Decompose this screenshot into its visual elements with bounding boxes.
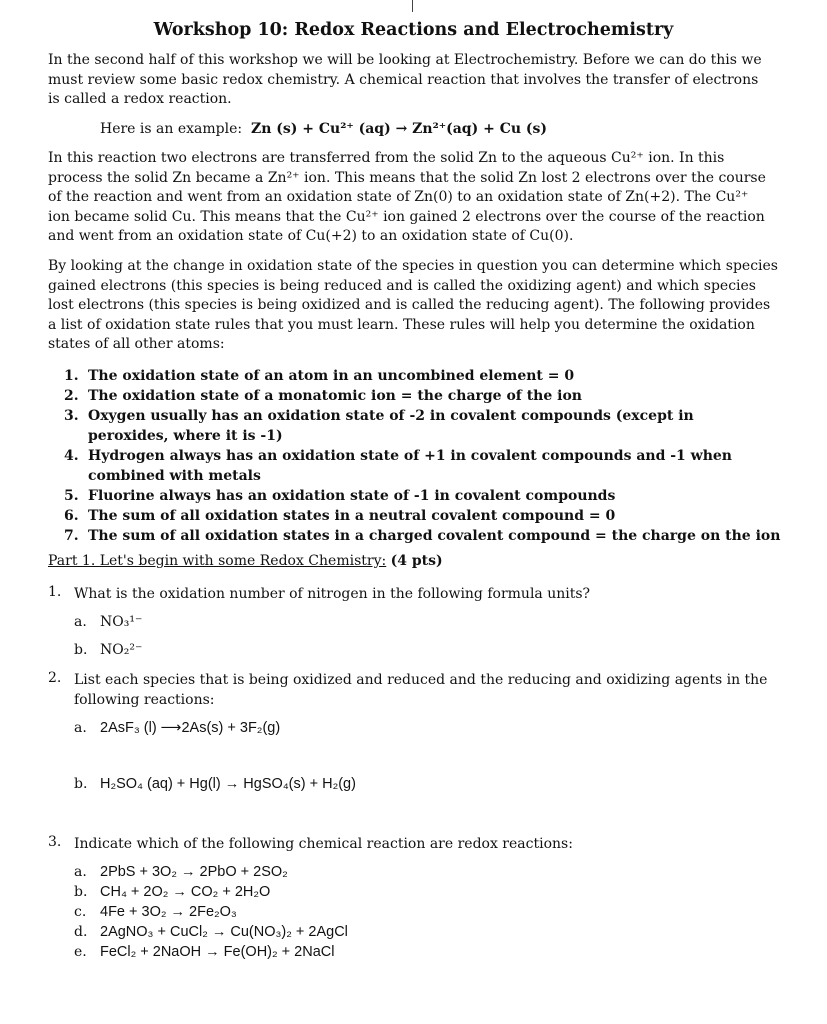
question-1 [48,584,590,604]
item-label: b. [74,642,88,658]
item-label: b. [74,776,88,792]
rule-number: 5. [64,488,79,504]
paragraph-line: By looking at the change in oxidation state of the species in question you can determine which species [48,258,778,274]
item-label: a. [74,864,87,880]
explanation-line: ion became solid Cu. This means that the Cu²⁺ ion gained 2 electrons over the course of the reaction [48,208,765,225]
item-label: e. [74,944,87,960]
item-equation: H₂SO₄ (aq) + Hg(l) → HgSO₄(s) + H₂(g) [100,776,356,792]
question-3-item-d [74,924,348,940]
rule-text: Oxygen usually has an oxidation state of -2 in covalent compounds (except in [88,408,694,424]
oxidation-state-paragraph [48,257,780,355]
question-number: 3. [48,834,62,850]
item-label: c. [74,904,87,920]
item-equation: CH₄ + 2O₂ → CO₂ + 2H₂O [100,884,271,900]
item-equation: 2AsF₃ (l) ⟶2As(s) + 3F₂(g) [100,720,281,736]
paragraph-line: gained electrons (this species is being reduced and is called the oxidizing agent) and which species [48,277,756,294]
explanation-paragraph [48,149,780,247]
rule-text: peroxides, where it is -1) [88,428,283,444]
item-label: a. [74,614,87,630]
item-formula: NO₃¹⁻ [100,614,143,630]
rule-number: 7. [64,528,79,544]
rule-item [64,486,784,506]
item-equation: FeCl₂ + 2NaOH → Fe(OH)₂ + 2NaCl [100,944,335,960]
item-equation: 2PbS + 3O₂ → 2PbO + 2SO₂ [100,864,288,880]
question-number: 2. [48,670,62,686]
oxidation-rules-list [64,366,784,546]
rule-text: The oxidation state of a monatomic ion = the charge of the ion [88,388,582,404]
part-title: Part 1. Let's begin with some Redox Chemistry: [48,553,387,569]
explanation-line: In this reaction two electrons are transferred from the solid Zn to the aqueous Cu²⁺ ion. In this [48,150,725,166]
rule-number: 6. [64,508,79,524]
rule-item [64,386,784,406]
question-3 [48,834,573,854]
item-label: d. [74,924,88,940]
rule-item [64,366,784,386]
explanation-line: process the solid Zn became a Zn²⁺ ion. This means that the solid Zn lost 2 electrons over the course [48,169,766,186]
question-text: following reactions: [74,692,215,708]
question-1-item-a [74,614,142,630]
part-points: (4 pts) [390,553,443,569]
rule-item [64,506,784,526]
rule-text: Hydrogen always has an oxidation state of +1 in covalent compounds and -1 when [88,448,732,464]
question-3-item-e [74,944,334,960]
rule-item [64,446,784,486]
rule-item [64,406,784,446]
page-top-mark [412,0,413,12]
page-title: Workshop 10: Redox Reactions and Electrochemistry [153,20,674,40]
question-2-item-a [74,720,280,736]
rule-number: 1. [64,368,79,384]
question-3-item-a [74,864,288,880]
intro-line: is called a redox reaction. [48,91,232,107]
rule-number: 4. [64,448,79,464]
item-label: b. [74,884,88,900]
paragraph-line: a list of oxidation state rules that you must learn. These rules will help you determine the oxidation [48,316,755,333]
question-3-item-c [74,904,237,920]
intro-line: In the second half of this workshop we will be looking at Electrochemistry. Before we can do this we [48,52,762,68]
question-number: 1. [48,584,62,600]
item-equation: 2AgNO₃ + CuCl₂ → Cu(NO₃)₂ + 2AgCl [100,924,348,940]
rule-number: 3. [64,408,79,424]
question-text: List each species that is being oxidized and reduced and the reducing and oxidizing agents in the [74,672,768,688]
part-heading [48,553,443,569]
explanation-line: of the reaction and went from an oxidation state of Zn(0) to an oxidation state of Zn(+2). The Cu²⁺ [48,189,749,205]
rule-text: The oxidation state of an atom in an uncombined element = 0 [88,368,575,384]
question-text: What is the oxidation number of nitrogen in the following formula units? [74,586,591,602]
paragraph-line: lost electrons (this species is being oxidized and is called the reducing agent). The following provides [48,297,771,313]
intro-paragraph [48,51,780,110]
item-formula: NO₂²⁻ [100,642,143,658]
example-lead: Here is an example: [100,121,243,137]
item-equation: 4Fe + 3O₂ → 2Fe₂O₃ [100,904,237,920]
example-line [100,121,547,137]
intro-line: must review some basic redox chemistry. A chemical reaction that involves the transfer of electrons [48,71,759,88]
rule-text: The sum of all oxidation states in a neutral covalent compound = 0 [88,508,616,524]
question-1-item-b [74,642,142,658]
rule-text: Fluorine always has an oxidation state of -1 in covalent compounds [88,488,616,504]
question-3-item-b [74,884,270,900]
paragraph-line: states of all other atoms: [48,336,225,352]
rule-text: combined with metals [88,468,261,484]
question-2 [48,670,767,710]
rule-text: The sum of all oxidation states in a charged covalent compound = the charge on the ion [88,528,781,544]
example-equation: Zn (s) + Cu²⁺ (aq) → Zn²⁺(aq) + Cu (s) [251,121,548,137]
explanation-line: and went from an oxidation state of Cu(+2) to an oxidation state of Cu(0). [48,228,574,244]
question-text: Indicate which of the following chemical reaction are redox reactions: [74,836,573,852]
rule-number: 2. [64,388,79,404]
rule-item [64,526,784,546]
item-label: a. [74,720,87,736]
question-2-item-b [74,776,356,792]
